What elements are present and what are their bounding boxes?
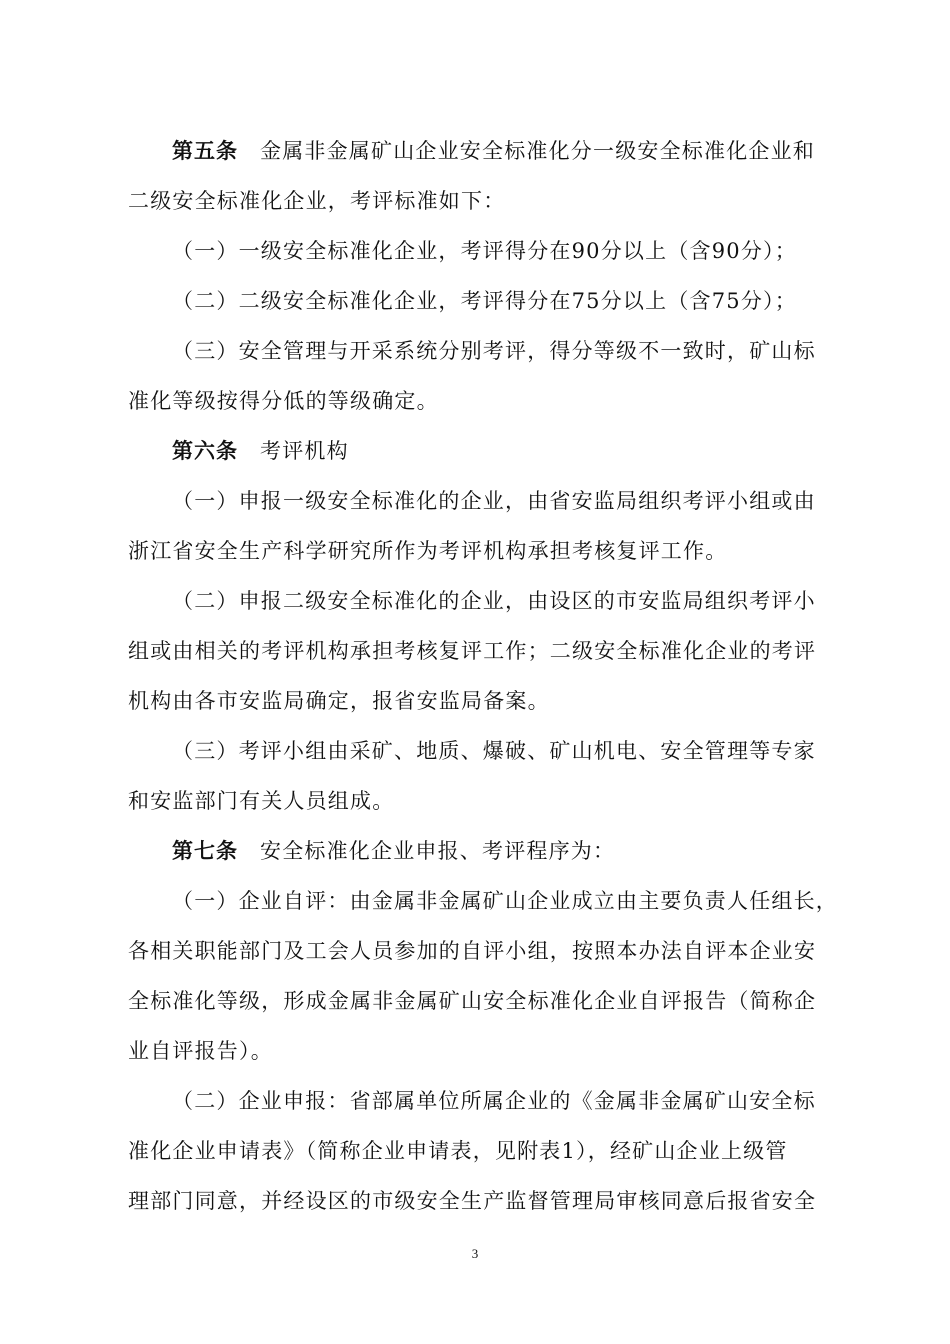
article-6-item-3-line-1: （三）考评小组由采矿、地质、爆破、矿山机电、安全管理等专家 <box>172 739 816 763</box>
article-7-item-1-line-3: 全标准化等级，形成金属非金属矿山安全标准化企业自评报告（简称企 <box>128 989 817 1013</box>
article-6-item-2-line-3: 机构由各市安监局确定，报省安监局备案。 <box>128 689 550 713</box>
article-7-item-1-line-1: （一）企业自评：由金属非金属矿山企业成立由主要负责人任组长， <box>172 889 838 913</box>
article-6-item-3-line-2: 和安监部门有关人员组成。 <box>128 789 395 813</box>
article-5-item-3-line-1: （三）安全管理与开采系统分别考评，得分等级不一致时，矿山标 <box>172 339 816 363</box>
article-7-heading-line <box>172 836 828 866</box>
article-7-item-2-line-2: 准化企业申请表》（简称企业申请表，见附表1），经矿山企业上级管 <box>128 1139 788 1163</box>
article-5-line-1 <box>172 136 828 166</box>
article-7-title: 安全标准化企业申报、考评程序为： <box>260 839 616 863</box>
article-7-item-1-line-4: 业自评报告）。 <box>128 1039 273 1063</box>
article-6-item-1-line-2: 浙江省安全生产科学研究所作为考评机构承担考核复评工作。 <box>128 539 728 563</box>
article-5-heading: 第五条 <box>172 139 238 163</box>
article-6-item-2-line-2: 组或由相关的考评机构承担考核复评工作；二级安全标准化企业的考评 <box>128 639 817 663</box>
article-5-item-2: （二）二级安全标准化企业，考评得分在75分以上（含75分）； <box>172 289 797 313</box>
page-number: 3 <box>471 1246 479 1261</box>
article-6-heading: 第六条 <box>172 439 238 463</box>
article-7-item-1-line-2: 各相关职能部门及工会人员参加的自评小组，按照本办法自评本企业安 <box>128 939 817 963</box>
article-6-item-1-line-1: （一）申报一级安全标准化的企业，由省安监局组织考评小组或由 <box>172 489 816 513</box>
article-7-item-2-line-3: 理部门同意，并经设区的市级安全生产监督管理局审核同意后报省安全 <box>128 1189 817 1213</box>
article-7-item-2-line-1: （二）企业申报：省部属单位所属企业的《金属非金属矿山安全标 <box>172 1089 816 1113</box>
article-6-heading-line <box>172 436 828 466</box>
article-5-line-2: 二级安全标准化企业，考评标准如下： <box>128 189 506 213</box>
article-5-text: 金属非金属矿山企业安全标准化分一级安全标准化企业和 <box>260 139 815 163</box>
article-6-title: 考评机构 <box>260 439 349 463</box>
article-6-item-2-line-1: （二）申报二级安全标准化的企业，由设区的市安监局组织考评小 <box>172 589 816 613</box>
article-5-item-1: （一）一级安全标准化企业，考评得分在90分以上（含90分）； <box>172 239 797 263</box>
article-5-item-3-line-2: 准化等级按得分低的等级确定。 <box>128 389 439 413</box>
article-7-heading: 第七条 <box>172 839 238 863</box>
